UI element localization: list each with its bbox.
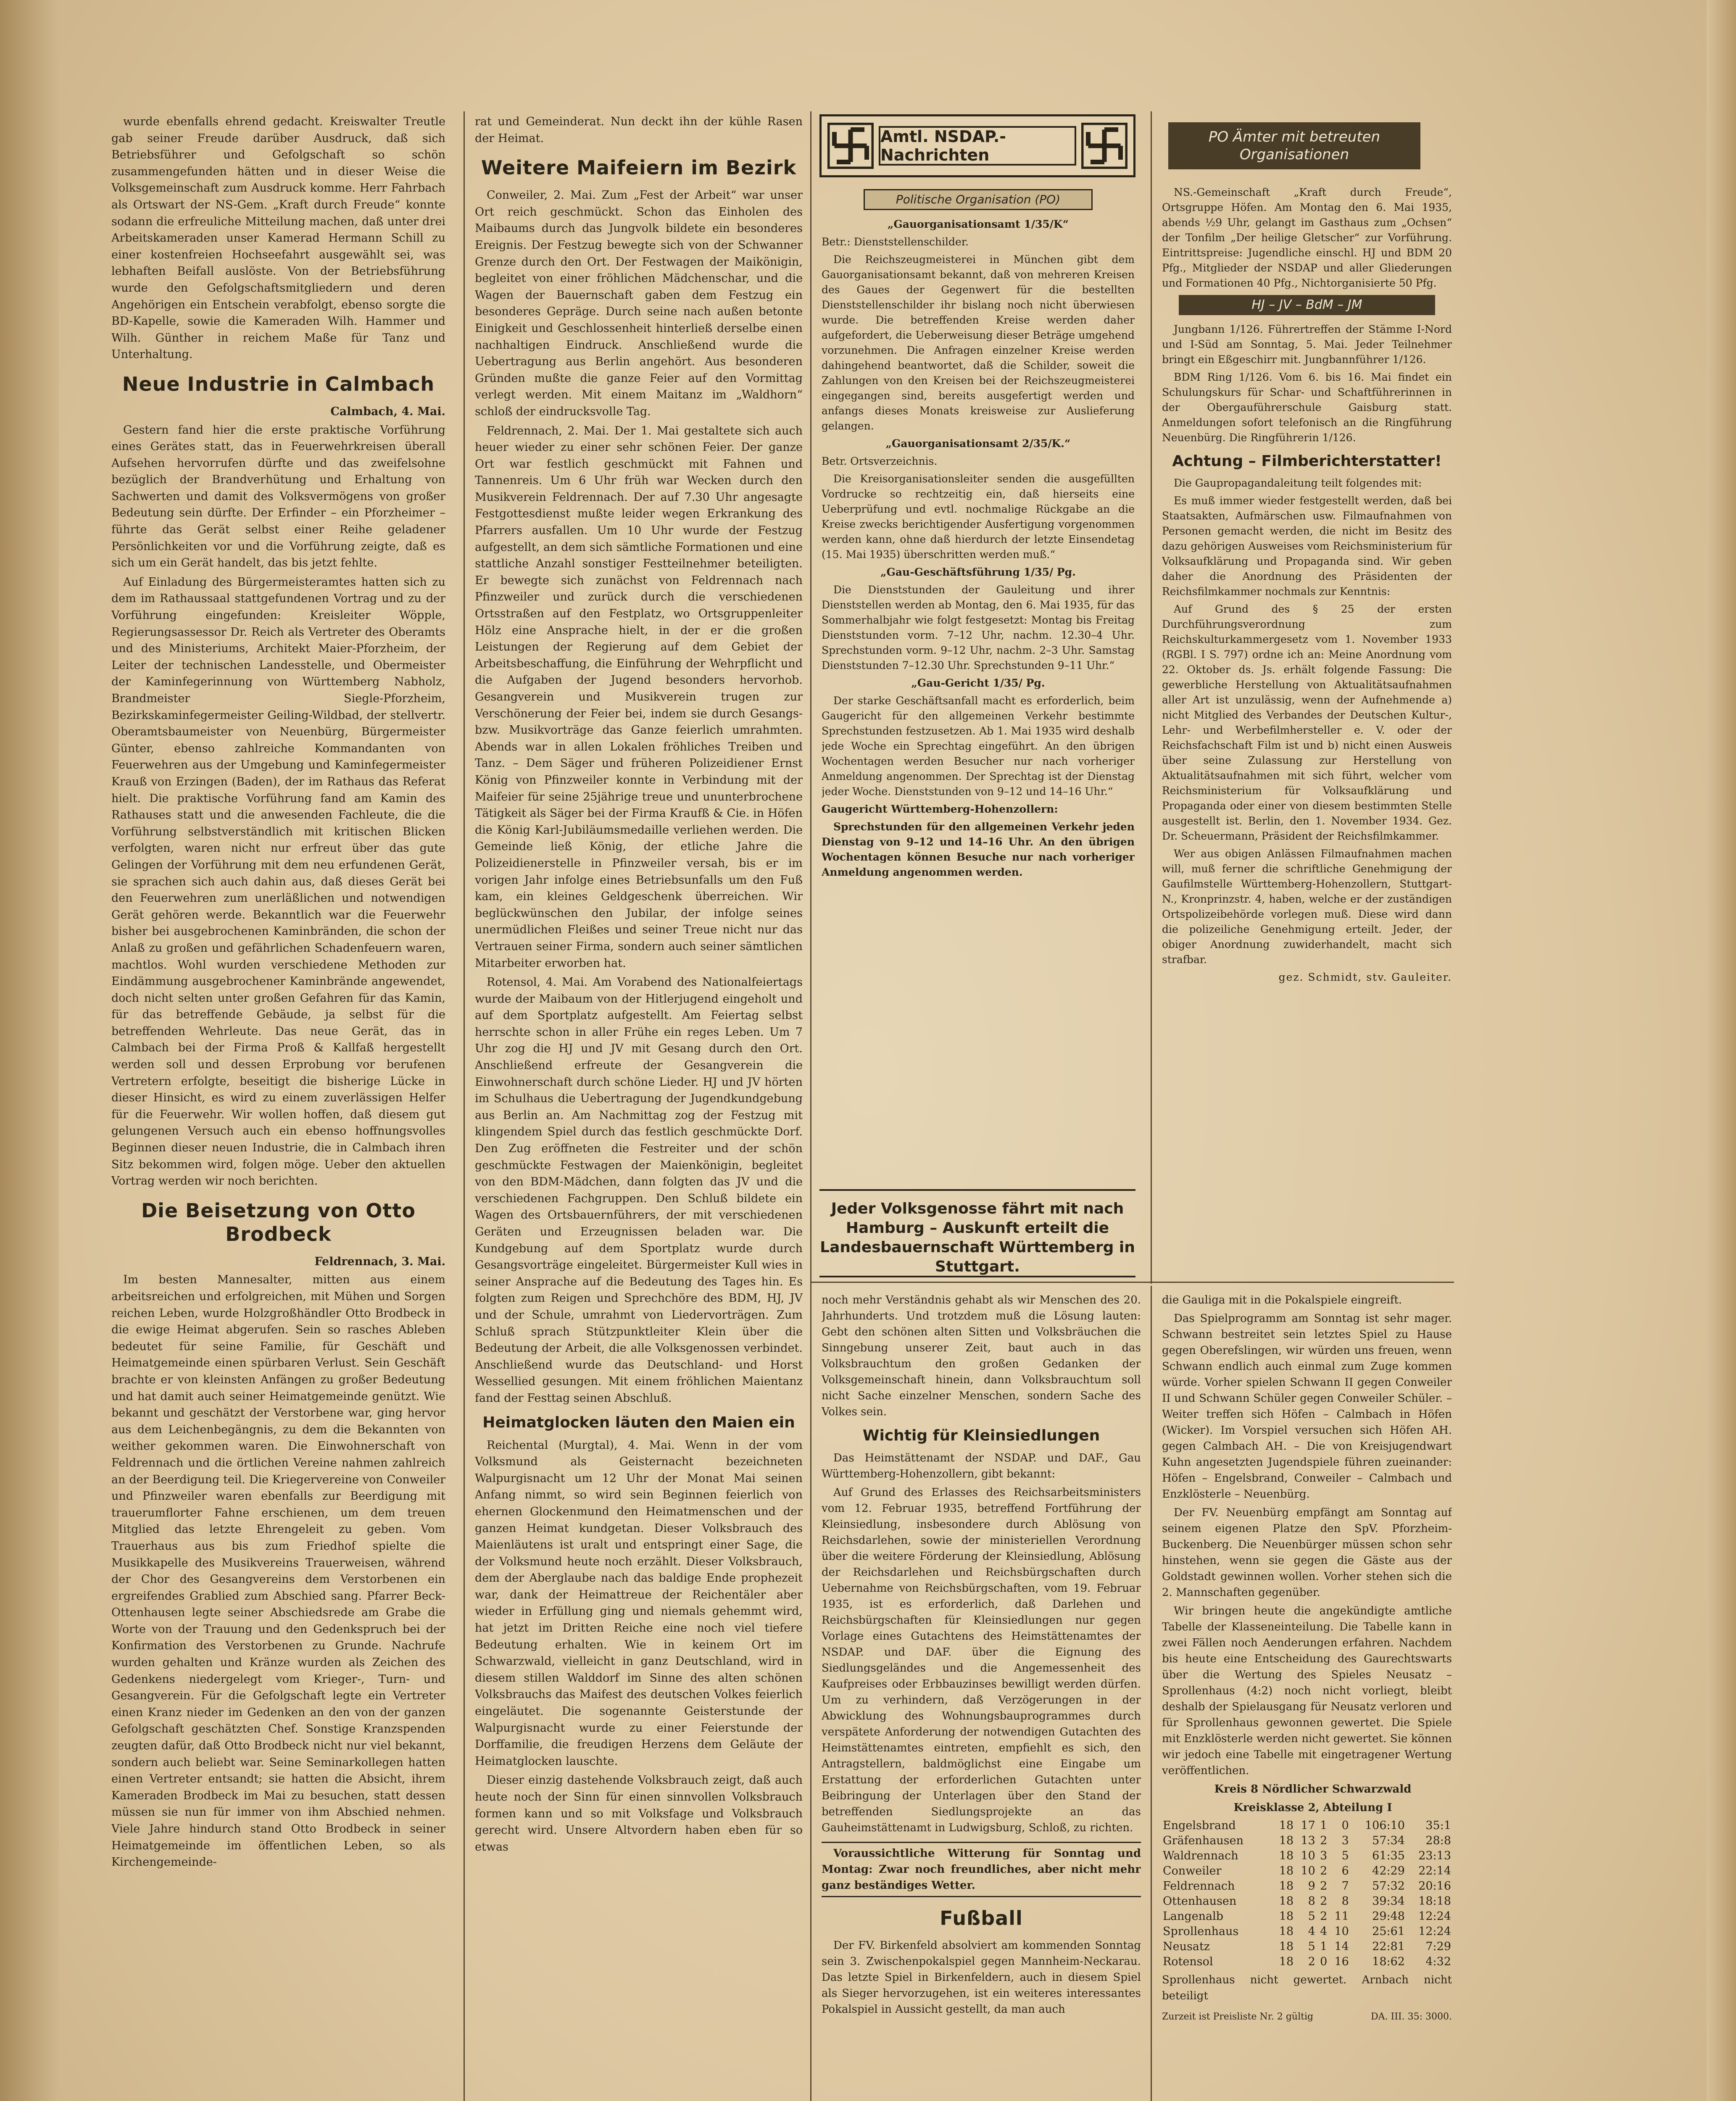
notice-text: Sprechstunden für den allgemeinen Verkehr jeden Dienstag von 9–12 und 14–16 Uhr. An den übrigen Wochentagen können Besuche nur nach vorheriger Anmeldung angenommen werden. <box>822 821 1135 878</box>
notice-text: Auf Grund des § 25 der ersten Durchführungsverordnung zum Reichskulturkammergesetz vom 1. November 1933 (RGBl. I S. 797) ordne ich an: Meine Anordnung vom 22. Oktober ds. Js. erhält folgende Fassung: Die gewerbliche Herstellung von Aktualitätsaufnahmen aller Art ist unzulässig, wenn der Aufnehmende a) nicht Mitglied des Verbandes der Deutschen Kultur-, Lehr- und Werbefilmhersteller e. V. oder der Reichsfachschaft Film ist und b) nicht einen Ausweis über seine Zulassung zur Herstellung von Aktualitätsaufnahmen mit sich führt, welcher vom Reichsministerium für Volksaufklärung und Propaganda oder einer von diesem bestimmten Stelle ausgestellt ist. Berlin, den 1. November 1934. Gez. Dr. Scheuermann, Präsident der Reichsfilmkammer. <box>1162 603 1452 842</box>
headline-neue-industrie: Neue Industrie in Calmbach <box>122 372 435 395</box>
headline-weitere-maifeiern: Weitere Maifeiern im Bezirk <box>481 156 797 179</box>
stat-cell: 42:29 <box>1372 1864 1405 1877</box>
column-5 <box>822 1292 1141 2101</box>
team-name-cell: Langenalb <box>1163 1910 1224 1923</box>
dateline-calmbach: Calmbach, 4. Mai. <box>330 405 445 418</box>
stat-cell: 14 <box>1334 1940 1349 1953</box>
team-name-cell: Conweiler <box>1163 1864 1222 1877</box>
stat-cell: 2 <box>1320 1895 1328 1908</box>
article-paragraph: Rotensol, 4. Mai. Am Vorabend des Nationalfeiertags wurde der Maibaum von der Hitlerjugend eingeholt und auf dem Sportplatz aufgestellt. Am Feiertag selbst herrschte schon in aller Frühe ein reges Leben. Um 7 Uhr zog die HJ und JV mit Gesang durch den Ort. Anschließend erfreute der Gesangverein die Einwohnerschaft durch schöne Lieder. HJ und JV hörten im Schulhaus die Uebertragung der Jugendkundgebung aus Berlin an. Am Nachmittag zog der Festzug mit klingendem Spiel durch das festlich geschmückte Dorf. Den Zug eröffneten die Festreiter und der schön geschmückte Festwagen der Maienkönigin, begleitet von den BDM-Mädchen, dann folgten das JV und die verschiedenen Fachgruppen. Den Schluß bildete ein Wagen des Ortsbauernführers, der mit verschiedenen Geräten und Erzeugnissen beladen war. Die Kundgebung auf dem Sportplatz wurde durch Gesangsvorträge eingeleitet. Bürgermeister Kull wies in seiner Ansprache auf die Bedeutung des Tages hin. Es folgten zum Reigen und Sprechchöre des BDM, HJ, JV und der Schule, umrahmt von Liedervorträgen. Zum Schluß sprach Stützpunktleiter Klein über die Bedeutung der Arbeit, die alle Volksgenossen verbindet. Anschließend wurde das Deutschland- und Horst Wessellied gesungen. Mit einem fröhlichen Maientanz fand der Festtag seinen Abschluß. <box>475 976 803 1405</box>
stat-cell: 22:14 <box>1418 1864 1451 1877</box>
page-edge <box>1707 0 1736 2101</box>
stat-cell: 8 <box>1308 1895 1315 1908</box>
stat-cell: 6 <box>1341 1864 1349 1877</box>
headline-fussball: Fußball <box>940 1907 1023 1930</box>
stat-cell: 0 <box>1341 1819 1349 1832</box>
notice-text: BDM Ring 1/126. Vom 6. bis 16. Mai findet ein Schulungskurs für Schar- und Schaftführerinnen in der Obergauführerschule Gaisburg statt. Anmeldungen sofort telefonisch an die Ringführung Neuenbürg. Die Ringführerin 1/126. <box>1162 371 1452 444</box>
notice-title: „Gauorganisationsamt 1/35/K“ <box>887 218 1069 230</box>
po-header-label: PO Ämter mit betreuten Organisationen <box>1168 122 1420 169</box>
stat-cell: 18 <box>1279 1864 1294 1877</box>
stat-cell: 11 <box>1334 1910 1349 1923</box>
column-2-intro: rat und Gemeinderat. Nun deckt ihn der kühle Rasen der Heimat. <box>475 115 803 145</box>
team-name-cell: Rotensol <box>1163 1955 1213 1968</box>
stat-cell: 61:35 <box>1372 1849 1405 1862</box>
emblem-right-icon <box>1081 123 1127 169</box>
stat-cell: 16 <box>1334 1955 1349 1968</box>
table-row <box>1162 1924 1452 1939</box>
stat-cell: 3 <box>1320 1849 1328 1862</box>
stat-cell: 9 <box>1308 1880 1315 1893</box>
stat-cell: 18 <box>1279 1925 1294 1938</box>
team-name-cell: Ottenhausen <box>1163 1895 1237 1908</box>
team-name-cell: Sprollenhaus <box>1163 1925 1239 1938</box>
notice-text: Es muß immer wieder festgestellt werden, daß bei Staatsakten, Aufmärschen usw. Filmaufnahmen von Personen gemacht werden, die nicht im Besitz des dazu gehörigen Ausweises vom Reichsministerium für Volksaufklärung und Propaganda sind. Wir geben daher die Anordnung des Präsidenten der Reichsfilmkammer nochmals zur Kenntnis: <box>1162 495 1452 598</box>
column-2 <box>475 113 803 2101</box>
stat-cell: 4 <box>1308 1925 1315 1938</box>
stat-cell: 17 <box>1301 1819 1315 1832</box>
notice-subject: Betr.: Dienststellenschilder. <box>822 236 969 248</box>
article-paragraph: Der FV. Neuenbürg empfängt am Sonntag auf seinem eigenen Platze den SpV. Pforzheim-Buckenberg. Die Neuenbürger müssen schon sehr hinstehen, wenn sie gegen die Gäste aus der Goldstadt gewinnen wollen. Vorher stehen sich die 2. Mannschaften gegenüber. <box>1162 1506 1452 1599</box>
team-name-cell: Engelsbrand <box>1163 1819 1236 1832</box>
stat-cell: 35:1 <box>1425 1819 1451 1832</box>
stat-cell: 13 <box>1301 1834 1315 1847</box>
stat-cell: 2 <box>1320 1864 1328 1877</box>
stat-cell: 18 <box>1279 1940 1294 1953</box>
table-row <box>1162 1818 1452 1833</box>
notice-text: Die Dienststunden der Gauleitung und ihrer Dienststellen werden ab Montag, den 6. Mai 1935, für das Sommerhalbjahr wie folgt festgesetzt: Montag bis Freitag Dienststunden vorm. 7–12 Uhr, nachm. 12.30–4 Uhr. Sprechstunden vorm. 9–12 Uhr, nachm. 2–3 Uhr. Samstag Dienststunden 7–12.30 Uhr. Sprechstunden 9–11 Uhr.“ <box>822 584 1135 671</box>
table-row <box>1162 1879 1452 1894</box>
weather-forecast: Voraussichtliche Witterung für Sonntag und Montag: Zwar noch freundliches, aber nicht mehr ganz beständiges Wetter. <box>822 1842 1141 1897</box>
stat-cell: 5 <box>1308 1910 1315 1923</box>
column-divider <box>464 111 465 2101</box>
stat-cell: 25:61 <box>1372 1925 1405 1938</box>
article-paragraph: Gestern fand hier die erste praktische Vorführung eines Gerätes statt, das in Feuerwehrkreisen überall Aufsehen hervorrufen dürfte und das zweifelsohne bezüglich der Brandverhütung und Erhaltung von Sachwerten und damit des Volksvermögens von großer Bedeutung sein dürfte. Der Erfinder – ein Pforzheimer – führte das Gerät selbst einer Reihe geladener Persönlichkeiten vor und die Vorführung zeigte, daß es sich um ein Gerät handelt, das bis jetzt fehlte. <box>111 423 445 570</box>
headline-heimatglocken: Heimatglocken läuten den Maien ein <box>482 1414 795 1431</box>
po-header <box>1168 114 1420 177</box>
article-paragraph: Das Spielprogramm am Sonntag ist sehr mager. Schwann bestreitet sein letztes Spiel zu Hause gegen Oberefslingen, wir würden uns freuen, wenn Schwann endlich auch einmal zum Zuge kommen würde. Vorher spielen Schwann II gegen Conweiler II und Schwann Schüler gegen Conweiler Schüler. – Weiter treffen sich Höfen – Calmbach in Höfen (Wicker). Im Vorspiel versuchen sich Höfen AH. gegen Calmbach AH. – Die von Kreisjugendwart Kuhn angesetzten Jugendspiele führen zueinander: Höfen – Engelsbrand, Conweiler – Calmbach und Enzklösterle – Neuenbürg. <box>1162 1312 1452 1501</box>
stat-cell: 12:24 <box>1418 1910 1451 1923</box>
column-1 <box>111 113 445 2101</box>
article-paragraph: Auf Einladung des Bürgermeisteramtes hatten sich zu dem im Rathaussaal stattgefundenen Vortrag und zu der Vorführung eingefunden: Kreisleiter Wöpple, Regierungsassessor Dr. Reich als Vertreter des Oberamts und des Ministeriums, Architekt Maier-Pforzheim, der Leiter der technischen Landesstelle, und Obermeister der Kaminfegerinnung von Württemberg Nabholz, Brandmeister Siegle-Pforzheim, Bezirkskaminfegermeister Geiling-Wildbad, der stellvertr. Oberamtsbaumeister von Neuenbürg, Bürgermeister Günter, ebenso zahlreiche Kommandanten von Feuerwehren aus der Umgebung und Kaminfegermeister Krauß von Erzingen (Baden), der im Rathaus das Referat hielt. Die praktische Vorführung fand am Kamin des Rathauses statt und die anwesenden Fachleute, die die Vorführung selbstverständlich mit kritischen Blicken verfolgten, waren nicht nur erfreut über das gute Gelingen der Vorführung mit dem neu erfundenen Gerät, sie sprachen sich auch dahin aus, daß dieses Gerät bei den Feuerwehren zum unerläßlichen und notwendigen Gerät gehören werde. Bekanntlich war die Feuerwehr bisher bei ausgebrochenen Kaminbränden, die schon der Anlaß zu großen und gefährlichen Schadenfeuern waren, machtlos. Wohl wurden verschiedene Methoden zur Eindämmung ausgebrochener Kaminbrände angewendet, doch nicht selten unter großen Gefahren für das Kamin, für das betreffende Gebäude, ja selbst für die betreffenden Wehrleute. Das neue Gerät, das in Calmbach bei der Firma Proß & Kallfaß hergestellt werden soll und dessen Erprobung vor berufenen Vertretern erfolgte, beseitigt die bisherige Lücke in dieser Hinsicht, es wird zu einem zuverlässigen Helfer für die Feuerwehr. Wir wollen hoffen, daß diesem gut gelungenen Versuch auch ein ebenso hoffnungsvolles Beginnen dieser neuen Industrie, die in Calmbach ihren Sitz bekommen wird, folgen möge. Ueber den aktuellen Vortrag werden wir noch berichten. <box>111 575 445 1188</box>
table-subtitle: Kreisklasse 2, Abteilung I <box>1233 1801 1392 1814</box>
table-row <box>1162 1833 1452 1848</box>
stat-cell: 3 <box>1341 1834 1349 1847</box>
stat-cell: 22:81 <box>1372 1940 1405 1953</box>
notice-text: NS.-Gemeinschaft „Kraft durch Freude“, Ortsgruppe Höfen. Am Montag den 6. Mai 1935, abends ½9 Uhr, gelangt im Gasthaus zum „Ochsen“ der Tonfilm „Der heilige Gletscher“ zur Vorführung. Eintrittspreise: Jugendliche einschl. HJ und BDM 20 Pfg., Mitglieder der NSDAP und aller Gliederungen und Formationen 40 Pfg., Nichtorganisierte 50 Pfg. <box>1162 186 1452 289</box>
footer-left: Zurzeit ist Preisliste Nr. 2 gültig <box>1162 2011 1314 2022</box>
article-paragraph: die Gauliga mit in die Pokalspiele eingreift. <box>1162 1294 1402 1306</box>
stat-cell: 1 <box>1320 1940 1328 1953</box>
column-divider <box>1151 1286 1152 2101</box>
stat-cell: 8 <box>1341 1895 1349 1908</box>
stat-cell: 2 <box>1320 1834 1328 1847</box>
notice-text: Die Gaupropagandaleitung teilt folgendes mit: <box>1174 477 1422 489</box>
section-subhead: Politische Organisation (PO) <box>864 189 1093 210</box>
article-paragraph: Reichental (Murgtal), 4. Mai. Wenn in der vom Volksmund als Geisternacht bezeichneten Walpurgisnacht um 12 Uhr der Monat Mai seinen Anfang nimmt, so wird sein Beginnen feierlich von ehernen Glockenmund den Heimatmenschen und der ganzen Heimat kundgetan. Dieser Volksbrauch des Maienläutens ist uralt und entspringt einer Sage, die der Volksmund heute noch erzählt. Dieser Volksbrauch, dem der Aberglaube nach das baldige Ende prophezeit war, dank der Heimattreue der Reichentäler aber wieder in Erfüllung ging und niemals gehemmt wird, hat jetzt im Dritten Reiche eine noch viel tiefere Bedeutung erhalten. Wie in keinem Ort im Schwarzwald, vielleicht in ganz Deutschland, wird in diesem stillen Walddorf im Sinne des alten schönen Volksbrauchs das Maifest des deutschen Volkes feierlich eingeläutet. Die sogenannte Geisterstunde der Walpurgisnacht wurde zu einer Feierstunde der Dorffamilie, die freudigen Herzens dem Geläute der Heimatglocken lauschte. <box>475 1438 803 1768</box>
table-row <box>1162 1864 1452 1879</box>
nsdap-news-title: Amtl. NSDAP.-Nachrichten <box>879 126 1076 166</box>
league-table <box>1162 1818 1452 1969</box>
stat-cell: 0 <box>1320 1955 1328 1968</box>
stat-cell: 39:34 <box>1372 1895 1405 1908</box>
team-name-cell: Feldrennach <box>1163 1880 1235 1893</box>
team-name-cell: Gräfenhausen <box>1163 1834 1244 1847</box>
stat-cell: 7 <box>1341 1880 1349 1893</box>
article-paragraph: noch mehr Verständnis gehabt als wir Menschen des 20. Jahrhunderts. Und trotzdem muß die Lösung lauten: Gebt den schönen alten Sitten und Volksbräuchen die Sinngebung unserer Zeit, baut auch in das Volksbrauchtum den großen Gedanken der Volksgemeinschaft hinein, dann Volksbrauchtum soll nicht Sache einzelner Menschen, sondern Sache des Volkes sein. <box>822 1294 1141 1418</box>
article-paragraph: Auf Grund des Erlasses des Reichsarbeitsministers vom 12. Februar 1935, betreffend Fortführung der Kleinsiedlung, insbesondere durch Ablösung von Reichsdarlehen, sowie der ministeriellen Verordnung über die weitere Förderung der Kleinsiedlung, Ablösung der Reichsdarlehen und Reichsbürgschaften durch Uebernahme von Reichsbürgschaften, vom 19. Februar 1935, ist es erforderlich, daß Darlehen und Reichsbürgschaften für Kleinsiedlungen nur gegen Vorlage eines Gutachtens des Heimstättenamtes der NSDAP. und DAF. über die Eignung des Siedlungsgeländes und die Angemessenheit des Kaufpreises oder Erbbauzinses bewilligt werden dürfen. Um zu verhindern, daß Verzögerungen in der Abwicklung des Wohnungsbauprogrammes durch verspätete Anforderung der notwendigen Gutachten des Heimstättenamtes eintreten, empfiehlt es sich, den Antragstellern, baldmöglichst eine Eingabe um Erstattung der erforderlichen Gutachten unter Beibringung der Unterlagen über den Stand der betreffenden Siedlungsprojekte an das Gauheimstättenamt in Ludwigsburg, Schloß, zu richten. <box>822 1486 1141 1834</box>
stat-cell: 7:29 <box>1425 1940 1451 1953</box>
notice-subject: Betr. Ortsverzeichnis. <box>822 455 938 467</box>
stat-cell: 1 <box>1320 1819 1328 1832</box>
stat-cell: 2 <box>1320 1880 1328 1893</box>
notice-text: Jungbann 1/126. Führertreffen der Stämme I-Nord und I-Süd am Sonntag, 5. Mai. Jeder Teilnehmer bringt ein Eßgeschirr mit. Jungbannführer 1/126. <box>1162 323 1452 366</box>
notice-title: „Gauorganisationsamt 2/35/K.“ <box>885 437 1071 450</box>
emblem-left-icon <box>827 123 874 169</box>
table-row <box>1162 1848 1452 1864</box>
stat-cell: 18 <box>1279 1834 1294 1847</box>
stat-cell: 2 <box>1308 1955 1315 1968</box>
notice-title: „Gau-Gericht 1/35/ Pg. <box>911 677 1045 689</box>
stat-cell: 5 <box>1341 1849 1349 1862</box>
table-title: Kreis 8 Nördlicher Schwarzwald <box>1214 1783 1412 1796</box>
column-3 <box>822 185 1135 1181</box>
stat-cell: 20:16 <box>1418 1880 1451 1893</box>
stat-cell: 57:34 <box>1372 1834 1405 1847</box>
stat-cell: 10 <box>1334 1925 1349 1938</box>
headline-filmberichterstatter: Achtung – Filmberichterstatter! <box>1172 453 1442 470</box>
stat-cell: 12:24 <box>1418 1925 1451 1938</box>
stat-cell: 2 <box>1320 1910 1328 1923</box>
stat-cell: 18 <box>1279 1910 1294 1923</box>
stat-cell: 18 <box>1279 1849 1294 1862</box>
article-paragraph: Conweiler, 2. Mai. Zum „Fest der Arbeit“ war unser Ort reich geschmückt. Schon das Einholen des Maibaums durch das Jungvolk bildete ein besonderes Ereignis. Der Festzug bewegte sich von der Schwanner Grenze durch den Ort. Der Festwagen der Maikönigin, begleitet von einer fröhlichen Mädchenschar, und die Wagen der Bauernschaft gaben dem Festzug ein besonderes Gepräge. Durch seine nach außen betonte Einigkeit und Geschlossenheit hinterließ derselbe einen nachhaltigen Eindruck. Anschließend wurde die Uebertragung aus Berlin angehört. Aus besonderen Gründen mußte die ganze Feier auf den Vormittag verlegt werden. Mit einem Maitanz im „Waldhorn“ schloß der eindrucksvolle Tag. <box>475 189 803 418</box>
notice-text: Der starke Geschäftsanfall macht es erforderlich, beim Gaugericht für den allgemeinen Verkehr bestimmte Sprechstunden festzusetzen. Ab 1. Mai 1935 wird deshalb jede Woche ein Sprechtag eingeführt. An den übrigen Wochentagen werden Besucher nur nach vorheriger Anmeldung angenommen. Der Sprechtag ist der Dienstag jeder Woche. Dienststunden von 9–12 und 14–16 Uhr.“ <box>822 695 1135 798</box>
notice-text: Die Kreisorganisationsleiter senden die ausgefüllten Vordrucke so rechtzeitig ein, daß hierseits eine Ueberprüfung und evtl. nochmalige Rückgabe an die Kreise zwecks berichtigender Ausfertigung vorgenommen werden kann, ohne daß hierdurch der letzte Einsendetag (15. Mai 1935) überschritten werden muß.“ <box>822 473 1135 561</box>
article-paragraph: Im besten Mannesalter, mitten aus einem arbeitsreichen und erfolgreichen, mit Mühen und Sorgen reichen Leben, wurde Holzgroßhändler Otto Brodbeck in die ewige Heimat abgerufen. Sein so rasches Ableben bedeutet für seine Familie, für Geschäft und Heimatgemeinde einen spürbaren Verlust. Sein Geschäft brachte er von kleinsten Anfängen zu großer Bedeutung und hat damit auch seiner Heimatgemeinde genützt. Wie bekannt und geschätzt der Verstorbene war, ging hervor aus dem Leichenbegängnis, zu dem die Bekannten von weither gekommen waren. Die Einwohnerschaft von Feldrennach und die örtlichen Vereine nahmen zahlreich an der Beerdigung teil. Die Kriegervereine von Conweiler und Pfinzweiler waren ebenfalls zur Beerdigung mit trauerumflorter Fahne erschienen, um dem treuen Mitglied das letzte Ehrengeleit zu geben. Vom Trauerhaus aus bis zum Friedhof spielte die Musikkapelle des Musikvereins Trauerweisen, während der Chor des Gesangvereins dem Verstorbenen ein ergreifendes Grablied zum Abschied sang. Pfarrer Beck-Ottenhausen legte seiner Abschiedsrede am Grabe die Worte von der Trauung und den Gedenkspruch bei der Konfirmation des Verstorbenen zu Grunde. Nachrufe wurden gehalten und Kränze wurden als Zeichen des Gedenkens niedergelegt vom Krieger-, Turn- und Gesangverein. Für die Gefolgschaft legte ein Vertreter einen Kranz nieder im Gedenken an den von der ganzen Gefolgschaft geschätzten Chef. Sonstige Kranzspenden zeugten dafür, daß Otto Brodbeck nicht nur viel bekannt, sondern auch beliebt war. Seine Seminarkollegen hatten einen Vertreter entsandt; sie hatten die Absicht, ihrem Kameraden Brodbeck im Mai zu besuchen, statt dessen müssen sie nun für immer von ihm Abschied nehmen. Viele Jahre hindurch stand Otto Brodbeck in seiner Heimatgemeinde im öffentlichen Leben, so als Kirchengemeinde- <box>111 1273 445 1869</box>
table-row <box>1162 1954 1452 1969</box>
headline-beisetzung: Die Beisetzung von Otto Brodbeck <box>141 1199 416 1245</box>
article-paragraph: Dieser einzig dastehende Volksbrauch zeigt, daß auch heute noch der Sinn für einen sinnvollen Volksbrauch formen kann und so mit Volksfage und Volksbrauch gerecht wird. Unsere Altvordern haben eben für so etwas <box>475 1774 803 1854</box>
stat-cell: 23:13 <box>1418 1849 1451 1862</box>
team-name-cell: Waldrennach <box>1163 1849 1238 1862</box>
article-paragraph: Feldrennach, 2. Mai. Der 1. Mai gestaltete sich auch heuer wieder zu einer sehr schönen Feier. Der ganze Ort war festlich geschmückt mit Fahnen und Tannenreis. Um 6 Uhr früh war Wecken durch den Musikverein Feldrennach. Der auf 7.30 Uhr angesagte Festgottesdienst mußte leider wegen Erkrankung des Pfarrers ausfallen. Um 10 Uhr wurde der Festzug aufgestellt, an dem sich sämtliche Formationen und eine stattliche Anzahl sonstiger Festteilnehmer beteiligten. Er bewegte sich zunächst von Feldrennach nach Pfinzweiler und zurück durch die verschiedenen Ortsstraßen auf den Festplatz, wo Ortsgruppenleiter Hölz eine Ansprache hielt, in der er die großen Leistungen der Regierung auf dem Gebiet der Arbeitsbeschaffung, die Einführung der Wehrpflicht und die Aufgaben der Jugend besonders hervorhob. Gesangverein und Musikverein trugen zur Verschönerung der Feier bei, indem sie durch Gesangs- bzw. Musikvorträge das Ganze feierlich umrahmten. Abends war in allen Lokalen fröhliches Treiben und Tanz. – Dem Säger und früheren Polizeidiener Ernst König von Pfinzweiler konnte in Verbindung mit der Maifeier für seine 25jährige treue und ununterbrochene Tätigkeit als Säger bei der Firma Kraufß & Cie. in Höfen die König Karl-Jubiläumsmedaille verliehen werden. Die Gemeinde ließ König, der etliche Jahre die Polizeidienerstelle in Pfinzweiler versah, bis er im vorigen Jahr infolge eines Betriebsunfalls um den Fuß kam, ein kleines Geldgeschenk überreichen. Wir beglückwünschen den Jubilar, der infolge seines unermüdlichen Fleißes und seiner Treue nicht nur das Vertrauen seiner Firma, sondern auch seiner sämtlichen Mitarbeiter erworben hat. <box>475 424 803 970</box>
signature-line: gez. Schmidt, stv. Gauleiter. <box>1278 971 1452 983</box>
dateline-feldrennach: Feldrennach, 3. Mai. <box>314 1255 445 1268</box>
headline-kleinsiedlungen: Wichtig für Kleinsiedlungen <box>862 1427 1100 1444</box>
column-divider <box>1151 111 1152 1284</box>
article-paragraph: Wir bringen heute die angekündigte amtliche Tabelle der Klasseneinteilung. Die Tabelle kann in zwei Fällen noch Aenderungen erfahren. Nachdem bis heute eine Entscheidung des Gaurechtswarts über die Wertung des Spieles Neusatz – Sprollenhaus (4:2) noch nicht vorliegt, bleibt deshalb der Spielausgang für Neusatz verloren und für Sprollenhaus gewonnen gewertet. Die Spiele mit Enzklösterle werden nicht gewertet. Sie können wir jedoch eine Tabelle mit eingetragener Wertung veröffentlichen. <box>1162 1605 1452 1777</box>
table-row <box>1162 1909 1452 1924</box>
stat-cell: 18 <box>1279 1819 1294 1832</box>
nsdap-news-header <box>819 114 1135 177</box>
notice-text: Die Reichszeugmeisterei in München gibt dem Gauorganisationsamt bekannt, daß von mehreren Kreisen des Gaues der Gegenwert für die bestellten Dienststellenschilder ihr bislang noch nicht überwiesen wurde. Die betreffenden Kreise werden daher aufgefordert, die Ueberweisung dieser Beträge umgehend vorzunehmen. Die Anfragen einzelner Kreise werden dahingehend beantwortet, daß die Schilder, soweit die Zahlungen von den Kreisen bei der Reichszeugmeisterei eingegangen sind, bereits ausgefertigt werden und anfangs dieses Monats kreisweise zur Auslieferung gelangen. <box>822 253 1135 432</box>
stat-cell: 4 <box>1320 1925 1328 1938</box>
notice-subject: Gaugericht Württemberg-Hohenzollern: <box>822 803 1058 815</box>
notice-title: „Gau-Geschäftsführung 1/35/ Pg. <box>880 566 1076 578</box>
column-4 <box>1162 185 1452 1277</box>
team-name-cell: Neusatz <box>1163 1940 1210 1953</box>
stat-cell: 18 <box>1279 1880 1294 1893</box>
table-row <box>1162 1939 1452 1954</box>
hamburg-notice: Jeder Volksgenosse fährt mit nach Hamburg – Auskunft erteilt die Landesbauernschaft Württemberg in Stuttgart. <box>819 1189 1135 1277</box>
stat-cell: 29:48 <box>1372 1910 1405 1923</box>
footer-right: DA. III. 35: 3000. <box>1371 2011 1452 2022</box>
stat-cell: 57:32 <box>1372 1880 1405 1893</box>
stat-cell: 10 <box>1301 1864 1315 1877</box>
section-divider <box>811 1282 1454 1283</box>
stat-cell: 28:8 <box>1425 1834 1451 1847</box>
notice-text: Wer aus obigen Anlässen Filmaufnahmen machen will, muß ferner die schriftliche Genehmigung der Gaufilmstelle Württemberg-Hohenzollern, Stuttgart-N., Kronprinzstr. 4, haben, welche er der zuständigen Ortspolizeibehörde vorlegen muß. Diese wird dann die polizeiliche Genehmigung erteilt. Jeder, der obiger Anordnung zuwiderhandelt, macht sich strafbar. <box>1162 848 1452 966</box>
stat-cell: 4:32 <box>1425 1955 1451 1968</box>
stat-cell: 18:62 <box>1372 1955 1405 1968</box>
section-subhead: HJ – JV – BdM – JM <box>1179 295 1435 315</box>
stat-cell: 10 <box>1301 1849 1315 1862</box>
column-1-intro: wurde ebenfalls ehrend gedacht. Kreiswalter Treutle gab seiner Freude darüber Ausdruck, daß sich Betriebsführer und Gefolgschaft so schön zusammengefunden hätten und in dieser Weise die Volksgemeinschaft zum Ausdruck komme. Herr Fahrbach als Ortswart der NS-Gem. „Kraft durch Freude“ konnte sodann die erfreuliche Mitteilung machen, daß unter drei Arbeitskameraden unser Kamerad Hermann Schill zu einer kostenfreien Hochseefahrt ausgewählt sei, was lebhaften Beifall auslöste. Von der Betriebsführung wurde den Gefolgschaftsmitgliedern und deren Angehörigen ein Entschein verabfolgt, ebenso sorgte die BD-Kapelle, sowie die Kameraden Wilh. Hammer und Wilh. Günther in reichem Maße für Tanz und Unterhaltung. <box>111 115 445 361</box>
binding-spine <box>0 0 59 2101</box>
stat-cell: 5 <box>1308 1940 1315 1953</box>
stat-cell: 18:18 <box>1418 1895 1451 1908</box>
table-row <box>1162 1894 1452 1909</box>
column-6 <box>1162 1292 1452 2101</box>
stat-cell: 106:10 <box>1365 1819 1405 1832</box>
article-paragraph: Das Heimstättenamt der NSDAP. und DAF., Gau Württemberg-Hohenzollern, gibt bekannt: <box>822 1452 1141 1480</box>
stat-cell: 18 <box>1279 1955 1294 1968</box>
column-divider <box>810 111 811 2101</box>
stat-cell: 18 <box>1279 1895 1294 1908</box>
footer-line <box>1162 2009 1452 2025</box>
article-paragraph: Der FV. Birkenfeld absolviert am kommenden Sonntag sein 3. Zwischenpokalspiel gegen Mannheim-Neckarau. Das letzte Spiel in Birkenfeldern, auch in diesem Spiel als Sieger hervorzugehen, ist ein weiteres interessantes Pokalspiel in Aussicht gestellt, da man auch <box>822 1939 1141 2016</box>
table-note: Sprollenhaus nicht gewertet. Arnbach nicht beteiligt <box>1162 1974 1452 2002</box>
